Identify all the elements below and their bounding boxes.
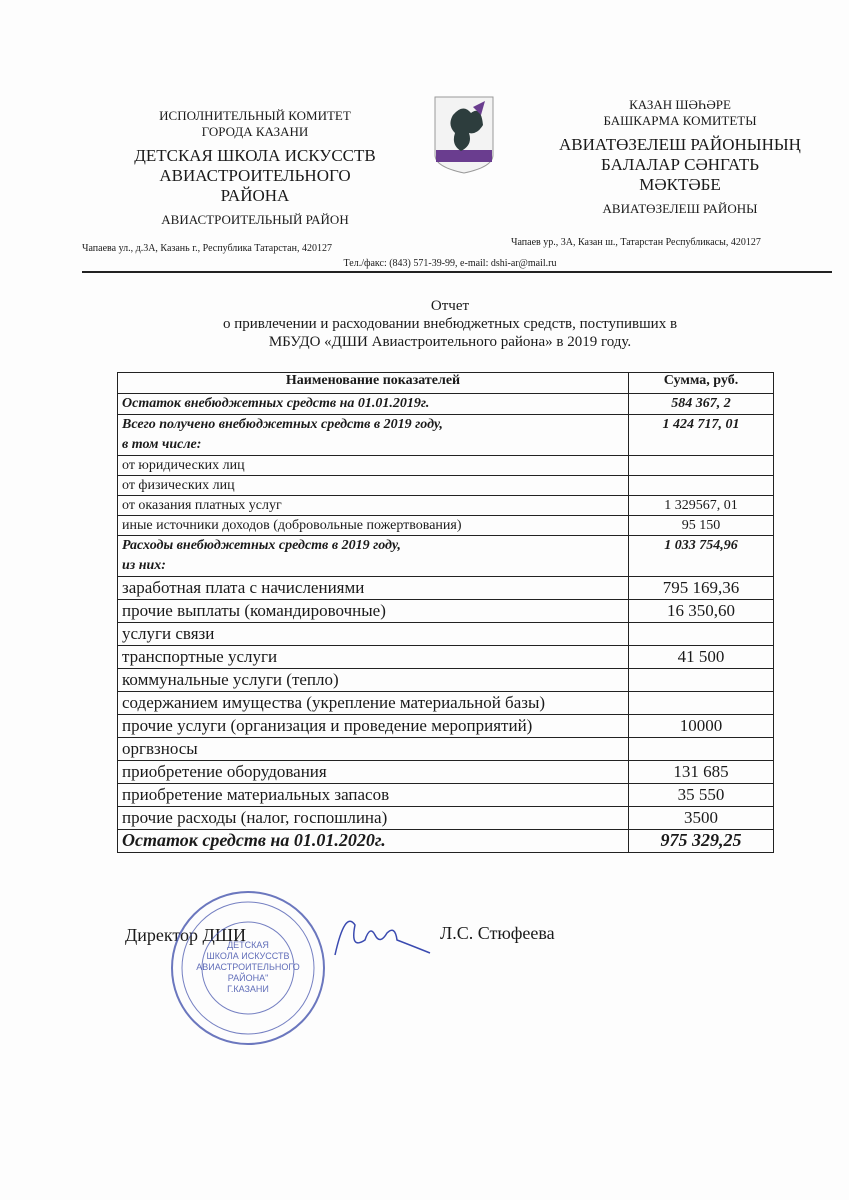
table-row (118, 669, 774, 692)
title-line2: о привлечении и расходовании внебюджетных средств, поступивших в (222, 316, 678, 332)
row-label-text: Остаток средств на 01.01.2020г. (122, 830, 386, 850)
row-label (118, 496, 629, 516)
row-label (118, 516, 629, 536)
left-address: Чапаева ул., д.3А, Казань г., Республика Татарстан, 420127 (82, 243, 332, 254)
row-label (118, 536, 629, 577)
right-header-line2: БАШКАРМА КОМИТЕТЫ (603, 113, 757, 128)
row-label (118, 784, 629, 807)
table-row (118, 807, 774, 830)
row-value: 3500 (629, 807, 774, 830)
row-value: 795 169,36 (629, 577, 774, 600)
row-label (118, 830, 629, 853)
row-label-text: приобретение оборудования (122, 762, 327, 781)
table-row (118, 623, 774, 646)
row-value: 35 550 (629, 784, 774, 807)
left-district: АВИАСТРОИТЕЛЬНЫЙ РАЙОН (161, 212, 349, 227)
right-org-line1: АВИАТӨЗЕЛЕШ РАЙОНЫНЫҢ (559, 135, 801, 154)
right-header (535, 97, 825, 217)
row-label-text: содержанием имущества (укрепление материальной базы) (122, 693, 546, 712)
official-stamp (168, 888, 328, 1048)
table-row (118, 692, 774, 715)
header-sum: Сумма, руб. (629, 373, 774, 394)
row-label-text: Всего получено внебюджетных средств в 2019 году, (122, 417, 443, 432)
row-label-text: прочие услуги (организация и проведение мероприятий) (122, 716, 533, 735)
handwritten-signature (325, 905, 435, 975)
table-row (118, 715, 774, 738)
svg-text:ДЕТСКАЯ: ДЕТСКАЯ (227, 940, 269, 950)
row-label-text-2: из них: (122, 558, 166, 573)
left-org-line1: ДЕТСКАЯ ШКОЛА ИСКУССТВ (134, 146, 376, 165)
row-label-text-2: в том числе: (122, 437, 202, 452)
row-label-text: прочие расходы (налог, госпошлина) (122, 808, 388, 827)
row-value: 10000 (629, 715, 774, 738)
row-label-text: услуги связи (122, 624, 215, 643)
table-row (118, 738, 774, 761)
row-label (118, 738, 629, 761)
table-row (118, 577, 774, 600)
svg-text:АВИАСТРОИТЕЛЬНОГО: АВИАСТРОИТЕЛЬНОГО (196, 962, 300, 972)
header-name: Наименование показателей (118, 373, 629, 394)
row-label-text: Остаток внебюджетных средств на 01.01.2019г. (122, 396, 430, 411)
table-row (118, 456, 774, 476)
row-value (629, 738, 774, 761)
table-header-row (118, 373, 774, 394)
svg-text:РАЙОНА": РАЙОНА" (227, 973, 269, 983)
table-row (118, 784, 774, 807)
left-header-line2: ГОРОДА КАЗАНИ (201, 124, 309, 139)
row-label-text: прочие выплаты (командировочные) (122, 601, 386, 620)
row-value: 584 367, 2 (629, 394, 774, 415)
table-row (118, 516, 774, 536)
row-label-text: оргвзносы (122, 739, 198, 758)
row-label (118, 415, 629, 456)
report-title (160, 297, 740, 351)
row-value: 1 424 717, 01 (629, 415, 774, 456)
report-table (117, 372, 774, 853)
row-value: 95 150 (629, 516, 774, 536)
row-value (629, 456, 774, 476)
row-label-text: от физических лиц (122, 478, 235, 493)
title-line1: Отчет (430, 298, 470, 314)
svg-text:Г.КАЗАНИ: Г.КАЗАНИ (227, 984, 269, 994)
row-value (629, 692, 774, 715)
row-label (118, 476, 629, 496)
kazan-coat-of-arms-icon (433, 95, 495, 175)
row-label (118, 394, 629, 415)
row-label (118, 669, 629, 692)
header-divider (82, 271, 832, 273)
row-label (118, 646, 629, 669)
row-label (118, 761, 629, 784)
row-value (629, 476, 774, 496)
row-label (118, 577, 629, 600)
table-row (118, 476, 774, 496)
row-value: 1 033 754,96 (629, 536, 774, 577)
right-district: АВИАТӨЗЕЛЕШ РАЙОНЫ (602, 201, 758, 216)
right-org-line2: БАЛАЛАР СӘНГАТЬ (601, 155, 759, 174)
row-label (118, 715, 629, 738)
title-line3: МБУДО «ДШИ Авиастроительного района» в 2019 году. (268, 334, 632, 350)
right-header-line1: КАЗАН ШӘҺӘРЕ (629, 97, 731, 112)
left-header-line1: ИСПОЛНИТЕЛЬНЫЙ КОМИТЕТ (159, 108, 351, 123)
row-label-text: коммунальные услуги (тепло) (122, 670, 339, 689)
row-label-text: Расходы внебюджетных средств в 2019 году, (122, 538, 401, 553)
table-row (118, 830, 774, 853)
row-label-text: от юридических лиц (122, 458, 245, 473)
row-label-text: транспортные услуги (122, 647, 278, 666)
table-row (118, 496, 774, 516)
contact-line: Тел./факс: (843) 571-39-99, e-mail: dshi-ar@mail.ru (343, 258, 557, 269)
row-label-text: от оказания платных услуг (122, 498, 282, 513)
row-label-text: иные источники доходов (добровольные пожертвования) (122, 518, 462, 533)
table-row (118, 415, 774, 456)
row-value: 975 329,25 (629, 830, 774, 853)
table-row (118, 394, 774, 415)
row-value (629, 669, 774, 692)
signature-title: Директор ДШИ (125, 925, 246, 945)
right-org-line3: МӘКТӘБЕ (639, 175, 721, 194)
row-value (629, 623, 774, 646)
table-row (118, 600, 774, 623)
row-label (118, 600, 629, 623)
row-value: 131 685 (629, 761, 774, 784)
right-address: Чапаев ур., 3А, Казан ш., Татарстан Республикасы, 420127 (511, 237, 761, 248)
left-org-line2: АВИАСТРОИТЕЛЬНОГО (159, 166, 351, 185)
table-row (118, 536, 774, 577)
row-label (118, 623, 629, 646)
left-header (130, 108, 380, 228)
row-value: 41 500 (629, 646, 774, 669)
row-value: 16 350,60 (629, 600, 774, 623)
row-label (118, 456, 629, 476)
table-row (118, 646, 774, 669)
row-label-text: заработная плата с начислениями (122, 578, 365, 597)
row-label-text: приобретение материальных запасов (122, 785, 390, 804)
signatory-name: Л.С. Стюфеева (440, 923, 555, 943)
row-label (118, 692, 629, 715)
svg-text:ШКОЛА ИСКУССТВ: ШКОЛА ИСКУССТВ (206, 951, 290, 961)
row-value: 1 329567, 01 (629, 496, 774, 516)
row-label (118, 807, 629, 830)
left-org-line3: РАЙОНА (220, 186, 290, 205)
table-row (118, 761, 774, 784)
